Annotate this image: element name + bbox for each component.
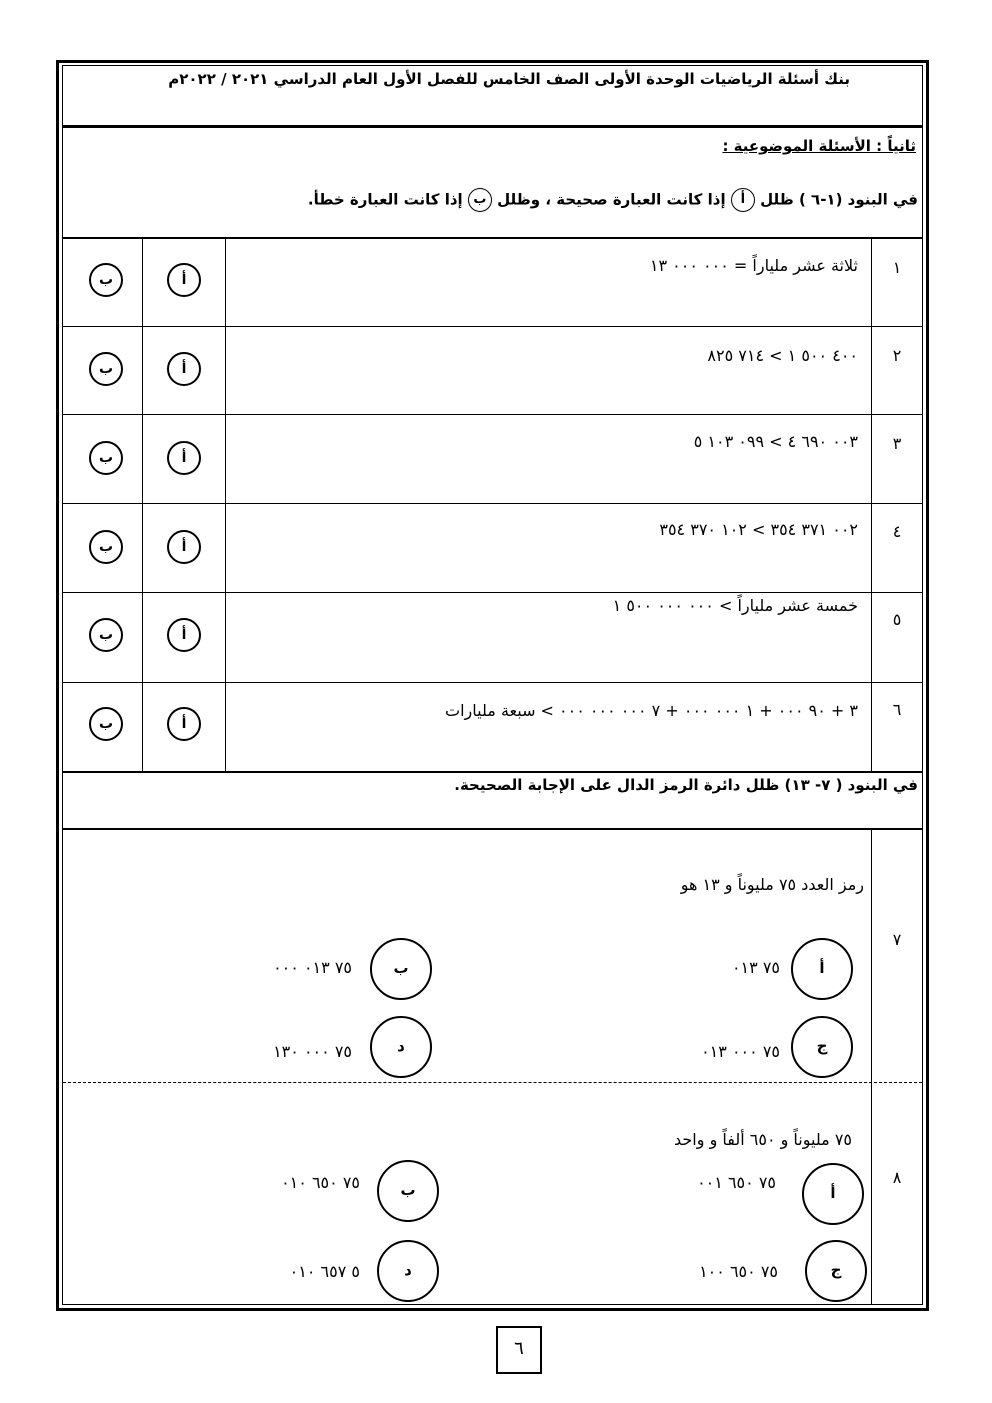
mc-item-separator xyxy=(63,1082,922,1083)
mc-section-top xyxy=(63,828,922,830)
tf-item-number: ٢ xyxy=(892,346,902,365)
mc-item-number: ٨ xyxy=(892,1168,902,1187)
tf-row-divider xyxy=(63,326,922,327)
instruction-tf-post: إذا كانت العبارة خطأ. xyxy=(307,190,463,209)
tf-answer-a[interactable]: أ xyxy=(167,530,201,564)
section-title: ثانياً : الأسئلة الموضوعية : xyxy=(722,137,916,155)
tf-row-divider xyxy=(63,414,922,415)
tf-answer-a[interactable]: أ xyxy=(167,707,201,741)
instruction-mc: في البنود ( ٧- ١٣) ظلل دائرة الرمز الدال على الإجابة الصحيحة. xyxy=(454,776,918,794)
mc-col-divider xyxy=(871,830,872,1305)
mc-option-value: ٧٥ ٦٥٠ ٠٠١ xyxy=(697,1173,776,1192)
mc-option-value: ٧٥ ٠٠٠ ٠١٣ xyxy=(701,1042,780,1061)
mc-option-letter[interactable]: أ xyxy=(802,1163,864,1225)
tf-item-number: ٣ xyxy=(892,434,902,453)
mc-question: رمز العدد ٧٥ مليوناً و ١٣ هو xyxy=(680,875,864,894)
instruction-tf-mid: إذا كانت العبارة صحيحة ، وظلل xyxy=(497,190,726,209)
mc-question: ٧٥ مليوناً و ٦٥٠ ألفاً و واحد xyxy=(674,1130,852,1149)
mc-option-letter[interactable]: أ xyxy=(791,938,853,1000)
tf-item-statement: خمسة عشر ملياراً > ٠٠٠ ٠٠٠ ٥٠٠ ١ xyxy=(612,596,858,615)
tf-item-number: ٦ xyxy=(892,700,902,719)
mc-option-letter[interactable]: ج xyxy=(805,1240,867,1302)
tf-item-number: ١ xyxy=(892,258,902,277)
page-frame-inner xyxy=(62,65,923,1305)
tf-answer-a[interactable]: أ xyxy=(167,352,201,386)
mc-option-value: ٧٥ ٠٠٠ ١٣٠ xyxy=(273,1042,352,1061)
tf-item-statement: ٣ + ٩٠ ٠٠٠ + ١ ٠٠٠ ٠٠٠ + ٧ ٠٠٠ ٠٠٠ ٠٠٠ > سبعة مليارات xyxy=(445,701,858,720)
tf-answer-a[interactable]: أ xyxy=(167,263,201,297)
instruction-a-symbol: أ xyxy=(731,188,755,212)
tf-answer-b[interactable]: ب xyxy=(89,352,123,386)
tf-row-divider xyxy=(63,592,922,593)
mc-option-value: ٧٥ ٦٥٠ ٠١٠ xyxy=(281,1173,360,1192)
tf-col-divider xyxy=(871,238,872,772)
mc-item-number: ٧ xyxy=(892,930,902,949)
mc-option-value: ٧٥ ٠١٣ xyxy=(731,958,780,977)
tf-table-bottom xyxy=(63,771,922,773)
page-number: ٦ xyxy=(496,1326,542,1374)
mc-option-value: ٧٥ ٦٥٠ ١٠٠ xyxy=(699,1262,778,1281)
mc-option-letter[interactable]: ب xyxy=(377,1160,439,1222)
tf-answer-a[interactable]: أ xyxy=(167,618,201,652)
tf-col-divider xyxy=(142,238,143,772)
tf-item-statement: ٠٠٢ ٣٧١ ٣٥٤ > ١٠٢ ٣٧٠ ٣٥٤ xyxy=(659,520,858,539)
tf-item-statement: ثلاثة عشر ملياراً = ٠٠٠ ٠٠٠ ١٣ xyxy=(649,256,858,275)
tf-table-top xyxy=(63,237,922,239)
tf-answer-b[interactable]: ب xyxy=(89,530,123,564)
tf-answer-b[interactable]: ب xyxy=(89,618,123,652)
mc-option-letter[interactable]: د xyxy=(377,1240,439,1302)
page-title: بنك أسئلة الرياضيات الوحدة الأولى الصف الخامس للفصل الأول العام الدراسي ٢٠٢١ / ٢٠٢٢م xyxy=(168,70,850,88)
tf-row-divider xyxy=(63,503,922,504)
mc-option-value: ٧٥ ٠١٣ ٠٠٠ xyxy=(273,958,352,977)
tf-item-number: ٥ xyxy=(892,610,902,629)
instruction-b-symbol: ب xyxy=(468,188,492,212)
tf-answer-b[interactable]: ب xyxy=(89,707,123,741)
instruction-tf xyxy=(308,188,918,212)
tf-answer-b[interactable]: ب xyxy=(89,441,123,475)
mc-option-letter[interactable]: ج xyxy=(791,1016,853,1078)
tf-item-statement: ٠٠٣ ٦٩٠ ٤ > ٠٩٩ ١٠٣ ٥ xyxy=(693,432,858,451)
mc-option-letter[interactable]: ب xyxy=(370,938,432,1000)
mc-option-letter[interactable]: د xyxy=(370,1016,432,1078)
tf-row-divider xyxy=(63,682,922,683)
instruction-tf-pre: في البنود (١-٦ ) ظلل xyxy=(760,190,918,209)
tf-answer-a[interactable]: أ xyxy=(167,441,201,475)
tf-col-divider xyxy=(225,238,226,772)
header-divider xyxy=(63,125,922,128)
tf-item-number: ٤ xyxy=(892,522,902,541)
tf-answer-b[interactable]: ب xyxy=(89,263,123,297)
mc-option-value: ٥ ٦٥٧ ٠١٠ xyxy=(289,1262,360,1281)
tf-item-statement: ٤٠٠ ٥٠٠ ١ > ٧١٤ ٨٢٥ xyxy=(707,346,858,365)
